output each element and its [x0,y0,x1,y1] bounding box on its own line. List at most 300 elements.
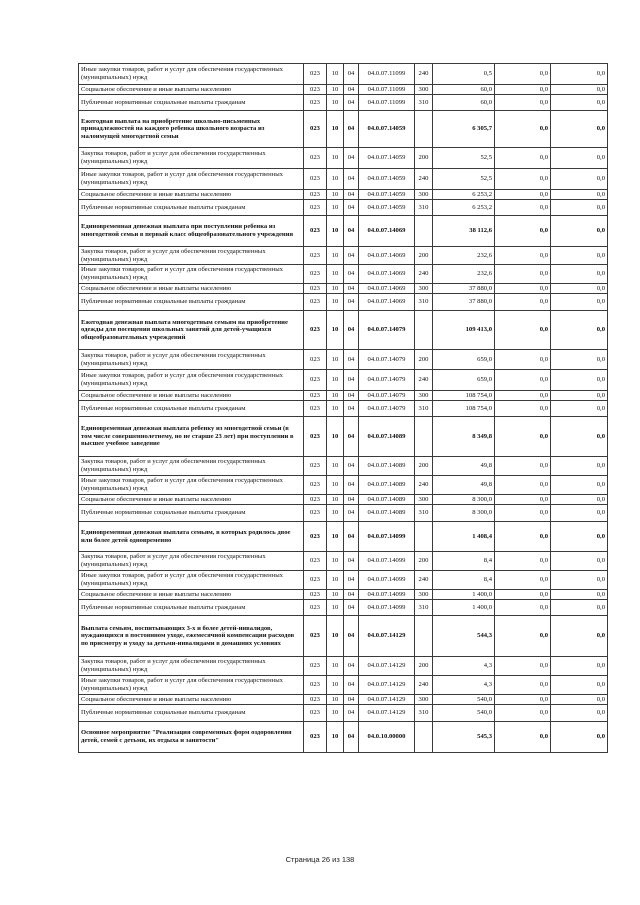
cell-expense-type: 300 [415,85,433,95]
cell-amount-3: 0,0 [551,148,608,169]
page-number: Страница 26 из 138 [285,855,355,864]
cell-ved-code: 023 [304,600,327,616]
cell-amount-3: 0,0 [551,350,608,370]
cell-subsection: 04 [344,676,359,695]
table-row [79,616,608,657]
cell-target-article: 04.0.07.14099 [359,600,415,616]
table-row [79,695,608,705]
table-row [79,247,608,265]
cell-amount-3: 0,0 [551,64,608,85]
cell-ved-code: 023 [304,247,327,265]
cell-expense-type: 310 [415,600,433,616]
cell-amount-2: 0,0 [495,657,551,676]
budget-table [78,63,608,753]
row-name: Социальное обеспечение и иные выплаты населению [79,495,304,505]
cell-amount-3: 0,0 [551,616,608,657]
cell-ved-code: 023 [304,311,327,350]
cell-amount-3: 0,0 [551,571,608,590]
cell-amount-1: 6 305,7 [433,111,495,148]
table-row [79,590,608,600]
row-name: Закупка товаров, работ и услуг для обеспечения государственных (муниципальных) нужд [79,552,304,571]
cell-amount-1: 109 413,0 [433,311,495,350]
cell-amount-3: 0,0 [551,247,608,265]
cell-expense-type [415,417,433,457]
cell-section: 10 [327,457,344,476]
cell-ved-code: 023 [304,169,327,190]
cell-amount-2: 0,0 [495,722,551,753]
cell-amount-3: 0,0 [551,522,608,552]
cell-amount-3: 0,0 [551,311,608,350]
row-name: Иные закупки товаров, работ и услуг для обеспечения государственных (муниципальных) нужд [79,370,304,391]
cell-amount-3: 0,0 [551,85,608,95]
cell-amount-3: 0,0 [551,657,608,676]
cell-expense-type: 300 [415,695,433,705]
cell-section: 10 [327,200,344,216]
cell-subsection: 04 [344,95,359,111]
cell-section: 10 [327,600,344,616]
cell-amount-2: 0,0 [495,85,551,95]
cell-amount-2: 0,0 [495,247,551,265]
table-row [79,370,608,391]
cell-subsection: 04 [344,600,359,616]
cell-amount-1: 8 300,0 [433,495,495,505]
cell-section: 10 [327,657,344,676]
row-name: Единовременная денежная выплата семьям, в которых родилось двое или более детей одновременно [79,522,304,552]
cell-amount-1: 60,0 [433,85,495,95]
row-name: Публичные нормативные социальные выплаты гражданам [79,600,304,616]
table-row [79,216,608,247]
cell-ved-code: 023 [304,476,327,495]
cell-ved-code: 023 [304,265,327,284]
cell-expense-type [415,111,433,148]
cell-subsection: 04 [344,294,359,311]
table-row [79,705,608,722]
cell-target-article: 04.0.07.14129 [359,705,415,722]
cell-ved-code: 023 [304,64,327,85]
cell-amount-1: 52,5 [433,148,495,169]
row-name: Публичные нормативные социальные выплаты гражданам [79,200,304,216]
row-name: Социальное обеспечение и иные выплаты населению [79,85,304,95]
cell-amount-1: 108 754,0 [433,401,495,417]
table-row [79,505,608,522]
table-row [79,200,608,216]
cell-amount-1: 49,8 [433,457,495,476]
cell-target-article: 04.0.07.14079 [359,391,415,401]
cell-expense-type: 240 [415,169,433,190]
cell-target-article: 04.0.07.14069 [359,284,415,294]
cell-subsection: 04 [344,457,359,476]
table-row [79,95,608,111]
cell-ved-code: 023 [304,417,327,457]
cell-target-article: 04.0.07.14099 [359,571,415,590]
cell-amount-2: 0,0 [495,417,551,457]
cell-ved-code: 023 [304,95,327,111]
cell-amount-1: 659,0 [433,350,495,370]
cell-section: 10 [327,571,344,590]
row-name: Ежегодная выплата на приобретение школьно-письменных принадлежностей на каждого ребенка школьного возраста из малоимущей многодетной семьи [79,111,304,148]
cell-ved-code: 023 [304,571,327,590]
cell-expense-type [415,216,433,247]
row-name: Закупка товаров, работ и услуг для обеспечения государственных (муниципальных) нужд [79,657,304,676]
cell-expense-type: 300 [415,284,433,294]
cell-amount-1: 4,3 [433,657,495,676]
cell-amount-3: 0,0 [551,505,608,522]
cell-section: 10 [327,148,344,169]
table-row [79,476,608,495]
table-row [79,64,608,85]
row-name: Закупка товаров, работ и услуг для обеспечения государственных (муниципальных) нужд [79,457,304,476]
cell-section: 10 [327,391,344,401]
row-name: Иные закупки товаров, работ и услуг для обеспечения государственных (муниципальных) нужд [79,676,304,695]
cell-subsection: 04 [344,200,359,216]
cell-amount-3: 0,0 [551,190,608,200]
cell-amount-2: 0,0 [495,616,551,657]
cell-ved-code: 023 [304,457,327,476]
cell-expense-type: 310 [415,401,433,417]
cell-amount-1: 38 112,6 [433,216,495,247]
cell-amount-3: 0,0 [551,200,608,216]
cell-amount-2: 0,0 [495,350,551,370]
cell-expense-type: 200 [415,350,433,370]
cell-subsection: 04 [344,495,359,505]
table-row [79,350,608,370]
cell-amount-1: 659,0 [433,370,495,391]
cell-subsection: 04 [344,476,359,495]
cell-section: 10 [327,616,344,657]
cell-ved-code: 023 [304,552,327,571]
cell-amount-1: 4,3 [433,676,495,695]
cell-amount-1: 49,8 [433,476,495,495]
row-name: Социальное обеспечение и иные выплаты населению [79,190,304,200]
cell-subsection: 04 [344,85,359,95]
cell-section: 10 [327,401,344,417]
cell-ved-code: 023 [304,85,327,95]
cell-amount-2: 0,0 [495,590,551,600]
cell-expense-type: 310 [415,505,433,522]
cell-section: 10 [327,190,344,200]
cell-target-article: 04.0.07.14069 [359,265,415,284]
cell-section: 10 [327,695,344,705]
cell-expense-type: 310 [415,294,433,311]
cell-target-article: 04.0.07.14079 [359,311,415,350]
table-row [79,111,608,148]
cell-expense-type: 200 [415,552,433,571]
cell-section: 10 [327,705,344,722]
row-name: Публичные нормативные социальные выплаты гражданам [79,95,304,111]
cell-amount-2: 0,0 [495,370,551,391]
cell-section: 10 [327,95,344,111]
cell-amount-1: 108 754,0 [433,391,495,401]
cell-target-article: 04.0.07.14129 [359,676,415,695]
cell-amount-3: 0,0 [551,111,608,148]
cell-target-article: 04.0.07.14089 [359,457,415,476]
cell-expense-type: 200 [415,457,433,476]
table-row [79,722,608,753]
row-name: Закупка товаров, работ и услуг для обеспечения государственных (муниципальных) нужд [79,350,304,370]
cell-amount-1: 60,0 [433,95,495,111]
cell-amount-2: 0,0 [495,505,551,522]
row-name: Единовременная денежная выплата при поступлении ребенка из многодетной семьи в первый класс общеобразовательного учреждения [79,216,304,247]
row-name: Иные закупки товаров, работ и услуг для обеспечения государственных (муниципальных) нужд [79,169,304,190]
table-row [79,457,608,476]
cell-section: 10 [327,722,344,753]
cell-subsection: 04 [344,265,359,284]
cell-amount-2: 0,0 [495,552,551,571]
cell-target-article: 04.0.07.14059 [359,190,415,200]
cell-expense-type: 200 [415,657,433,676]
cell-amount-3: 0,0 [551,722,608,753]
cell-amount-1: 37 880,0 [433,284,495,294]
cell-amount-1: 8 349,8 [433,417,495,457]
row-name: Иные закупки товаров, работ и услуг для обеспечения государственных (муниципальных) нужд [79,265,304,284]
cell-expense-type: 240 [415,571,433,590]
cell-expense-type: 310 [415,95,433,111]
cell-amount-3: 0,0 [551,216,608,247]
cell-subsection: 04 [344,311,359,350]
table-row [79,676,608,695]
table-row [79,265,608,284]
table-row [79,85,608,95]
cell-amount-3: 0,0 [551,95,608,111]
row-name: Социальное обеспечение и иные выплаты населению [79,284,304,294]
cell-amount-2: 0,0 [495,200,551,216]
cell-target-article: 04.0.07.14099 [359,522,415,552]
cell-subsection: 04 [344,216,359,247]
row-name: Основное мероприятие "Реализация современных форм оздоровления детей, семей с детьми, их отдыха и занятости" [79,722,304,753]
cell-ved-code: 023 [304,495,327,505]
cell-section: 10 [327,265,344,284]
cell-ved-code: 023 [304,216,327,247]
cell-amount-1: 232,6 [433,265,495,284]
cell-subsection: 04 [344,190,359,200]
cell-amount-3: 0,0 [551,705,608,722]
cell-section: 10 [327,111,344,148]
cell-target-article: 04.0.07.14089 [359,476,415,495]
cell-amount-1: 6 253,2 [433,200,495,216]
cell-amount-3: 0,0 [551,370,608,391]
row-name: Иные закупки товаров, работ и услуг для обеспечения государственных (муниципальных) нужд [79,64,304,85]
row-name: Социальное обеспечение и иные выплаты населению [79,590,304,600]
cell-expense-type: 300 [415,495,433,505]
cell-ved-code: 023 [304,722,327,753]
cell-target-article: 04.0.07.14129 [359,657,415,676]
cell-section: 10 [327,169,344,190]
cell-amount-2: 0,0 [495,571,551,590]
cell-expense-type: 240 [415,370,433,391]
cell-ved-code: 023 [304,657,327,676]
cell-subsection: 04 [344,391,359,401]
cell-amount-2: 0,0 [495,522,551,552]
cell-ved-code: 023 [304,111,327,148]
cell-expense-type: 240 [415,676,433,695]
table-row [79,657,608,676]
cell-amount-2: 0,0 [495,401,551,417]
cell-amount-2: 0,0 [495,216,551,247]
cell-amount-3: 0,0 [551,600,608,616]
cell-section: 10 [327,676,344,695]
table-row [79,522,608,552]
cell-amount-1: 0,5 [433,64,495,85]
cell-expense-type: 200 [415,247,433,265]
row-name: Публичные нормативные социальные выплаты гражданам [79,505,304,522]
cell-amount-3: 0,0 [551,294,608,311]
cell-target-article: 04.0.07.11099 [359,95,415,111]
cell-expense-type [415,311,433,350]
cell-ved-code: 023 [304,294,327,311]
cell-target-article: 04.0.07.14059 [359,200,415,216]
cell-target-article: 04.0.07.14089 [359,495,415,505]
cell-section: 10 [327,247,344,265]
cell-amount-3: 0,0 [551,495,608,505]
cell-amount-1: 6 253,2 [433,190,495,200]
cell-expense-type [415,616,433,657]
row-name: Выплата семьям, воспитывающих 3-х и более детей-инвалидов, нуждающихся в постоянном уходе, ежемесячной компенсации расходов по присмотру и уходу за детьми-инвалидами в домашних условиях [79,616,304,657]
cell-ved-code: 023 [304,391,327,401]
cell-expense-type: 240 [415,64,433,85]
cell-amount-1: 1 400,0 [433,600,495,616]
table-row [79,552,608,571]
cell-subsection: 04 [344,148,359,169]
cell-expense-type: 300 [415,190,433,200]
cell-target-article: 04.0.07.14079 [359,401,415,417]
cell-section: 10 [327,522,344,552]
cell-target-article: 04.0.07.14129 [359,695,415,705]
table-row [79,571,608,590]
cell-amount-3: 0,0 [551,457,608,476]
cell-expense-type: 240 [415,476,433,495]
cell-subsection: 04 [344,284,359,294]
cell-amount-1: 8 300,0 [433,505,495,522]
row-name: Единовременная денежная выплата ребенку из многодетной семьи (в том числе совершеннолетнему, но не старше 23 лет) при поступлении в высшее учебное заведение [79,417,304,457]
cell-target-article: 04.0.07.11099 [359,64,415,85]
cell-amount-1: 540,0 [433,705,495,722]
cell-subsection: 04 [344,350,359,370]
cell-subsection: 04 [344,247,359,265]
cell-amount-1: 540,0 [433,695,495,705]
cell-amount-3: 0,0 [551,695,608,705]
cell-ved-code: 023 [304,695,327,705]
cell-ved-code: 023 [304,190,327,200]
cell-amount-2: 0,0 [495,284,551,294]
cell-amount-2: 0,0 [495,64,551,85]
cell-amount-2: 0,0 [495,676,551,695]
cell-subsection: 04 [344,695,359,705]
cell-section: 10 [327,505,344,522]
table-row [79,284,608,294]
cell-target-article: 04.0.07.14069 [359,216,415,247]
cell-subsection: 04 [344,522,359,552]
row-name: Публичные нормативные социальные выплаты гражданам [79,294,304,311]
cell-expense-type: 240 [415,265,433,284]
cell-expense-type [415,522,433,552]
cell-amount-3: 0,0 [551,284,608,294]
cell-expense-type: 310 [415,200,433,216]
cell-amount-3: 0,0 [551,401,608,417]
cell-target-article: 04.0.07.14129 [359,616,415,657]
cell-amount-3: 0,0 [551,552,608,571]
cell-ved-code: 023 [304,200,327,216]
cell-ved-code: 023 [304,401,327,417]
row-name: Публичные нормативные социальные выплаты гражданам [79,705,304,722]
cell-ved-code: 023 [304,370,327,391]
cell-amount-3: 0,0 [551,265,608,284]
table-row [79,495,608,505]
cell-subsection: 04 [344,417,359,457]
cell-target-article: 04.0.07.14079 [359,350,415,370]
cell-amount-2: 0,0 [495,190,551,200]
cell-target-article: 04.0.07.14059 [359,111,415,148]
table-row [79,391,608,401]
cell-amount-2: 0,0 [495,111,551,148]
cell-target-article: 04.0.07.14069 [359,247,415,265]
cell-amount-2: 0,0 [495,148,551,169]
cell-subsection: 04 [344,370,359,391]
row-name: Социальное обеспечение и иные выплаты населению [79,391,304,401]
table-row [79,311,608,350]
cell-amount-1: 52,5 [433,169,495,190]
cell-target-article: 04.0.07.14079 [359,370,415,391]
cell-amount-1: 8,4 [433,552,495,571]
cell-amount-3: 0,0 [551,590,608,600]
cell-amount-3: 0,0 [551,391,608,401]
cell-subsection: 04 [344,111,359,148]
cell-section: 10 [327,350,344,370]
cell-section: 10 [327,64,344,85]
table-row [79,401,608,417]
cell-section: 10 [327,284,344,294]
table-body [79,64,608,753]
table-row [79,148,608,169]
cell-target-article: 04.0.07.11099 [359,85,415,95]
row-name: Публичные нормативные социальные выплаты гражданам [79,401,304,417]
row-name: Ежегодная денежная выплата многодетным семьям на приобретение одежды для посещения школьных занятий для детей-учащихся общеобразовательных учреждений [79,311,304,350]
cell-section: 10 [327,85,344,95]
cell-ved-code: 023 [304,676,327,695]
cell-target-article: 04.0.10.00000 [359,722,415,753]
table-row [79,417,608,457]
cell-amount-1: 8,4 [433,571,495,590]
cell-subsection: 04 [344,590,359,600]
cell-subsection: 04 [344,705,359,722]
cell-amount-1: 37 880,0 [433,294,495,311]
row-name: Социальное обеспечение и иные выплаты населению [79,695,304,705]
cell-ved-code: 023 [304,522,327,552]
cell-amount-2: 0,0 [495,169,551,190]
cell-amount-1: 1 400,0 [433,590,495,600]
cell-ved-code: 023 [304,284,327,294]
row-name: Закупка товаров, работ и услуг для обеспечения государственных (муниципальных) нужд [79,247,304,265]
table-row [79,169,608,190]
cell-target-article: 04.0.07.14069 [359,294,415,311]
cell-expense-type: 300 [415,391,433,401]
cell-amount-1: 1 408,4 [433,522,495,552]
cell-amount-2: 0,0 [495,495,551,505]
cell-ved-code: 023 [304,505,327,522]
cell-subsection: 04 [344,657,359,676]
table-row [79,294,608,311]
cell-amount-2: 0,0 [495,391,551,401]
cell-amount-3: 0,0 [551,169,608,190]
cell-section: 10 [327,476,344,495]
cell-section: 10 [327,417,344,457]
cell-section: 10 [327,294,344,311]
cell-section: 10 [327,552,344,571]
cell-amount-2: 0,0 [495,476,551,495]
cell-section: 10 [327,311,344,350]
cell-expense-type [415,722,433,753]
cell-amount-2: 0,0 [495,95,551,111]
row-name: Закупка товаров, работ и услуг для обеспечения государственных (муниципальных) нужд [79,148,304,169]
